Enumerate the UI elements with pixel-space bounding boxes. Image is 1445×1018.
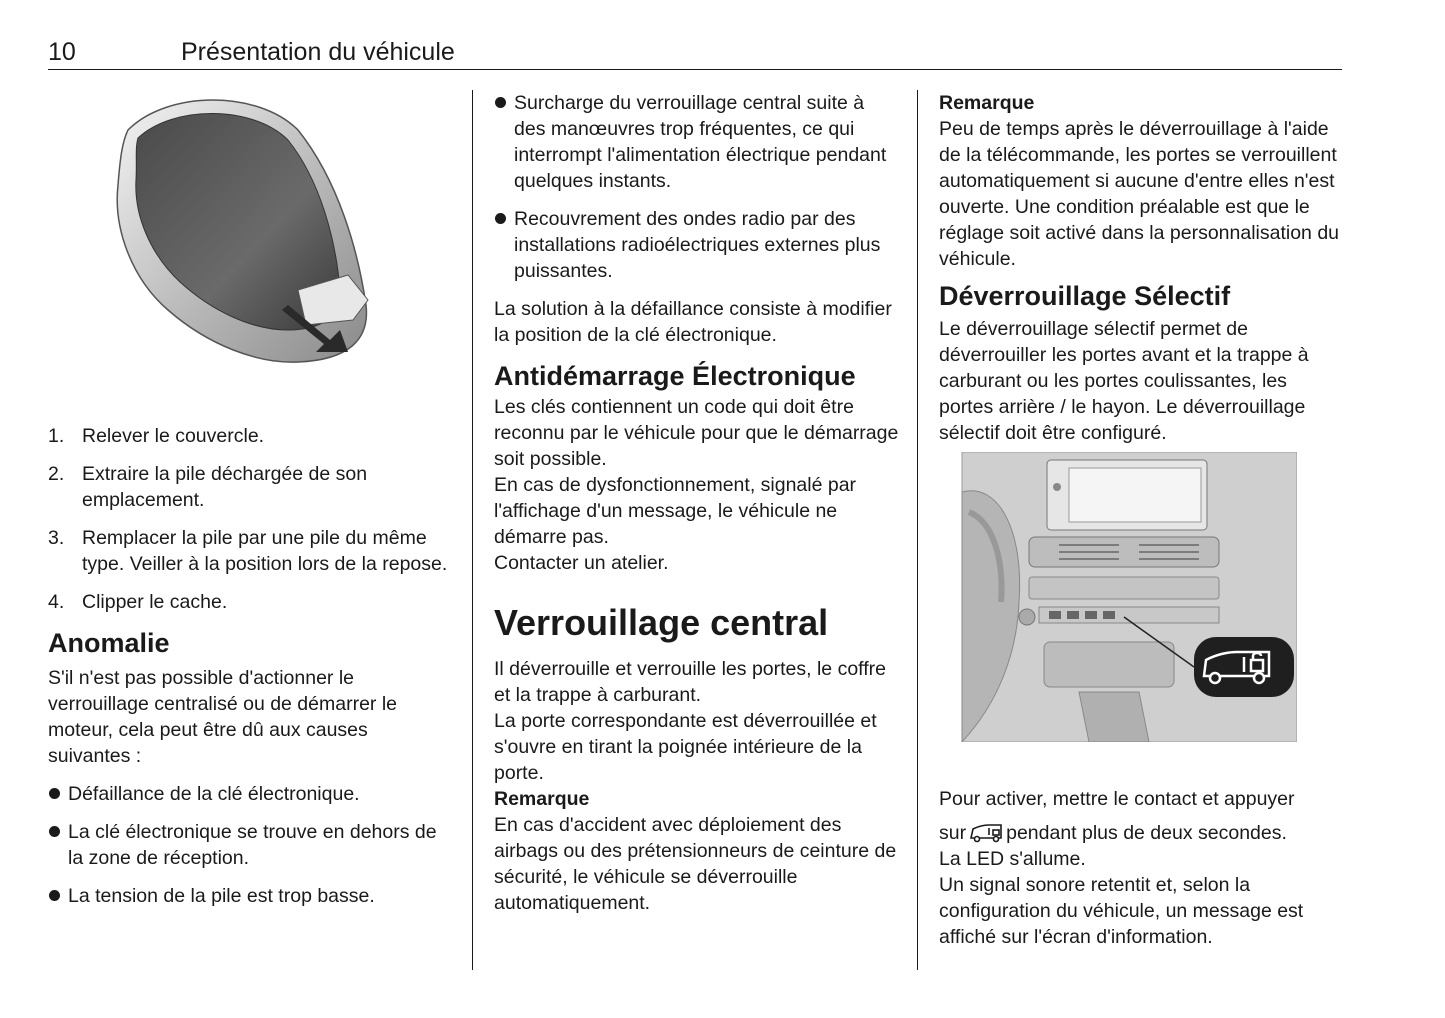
page-number: 10 [48, 38, 76, 66]
dashboard-illustration [939, 452, 1297, 742]
van-unlock-inline-icon [969, 823, 1003, 843]
activate-p3: La LED s'allume. [939, 848, 1086, 870]
list-item: Surcharge du verrouillage central suite à des manœuvres trop fréquentes, ce qui interrompt l'alimentation électrique pendant quelques instants. [494, 90, 899, 194]
antidemarrage-p1: Les clés contiennent un code qui doit être reconnu par le véhicule pour que le démarrage soit possible. [494, 396, 899, 470]
list-item: 2. Extraire la pile déchargée de son emplacement. [48, 463, 368, 511]
remarque-text: En cas d'accident avec déploiement des airbags ou des prétensionneurs de ceinture de sécurité, le véhicule se déverrouille automatiquement. [494, 814, 897, 914]
key-fob-illustration [48, 90, 448, 410]
list-item: 4. Clipper le cache. [48, 591, 228, 613]
page-header [48, 38, 1342, 70]
column-divider [917, 90, 918, 970]
causes-list [48, 781, 448, 909]
antidemarrage-heading: Antidémarrage Électronique [494, 361, 856, 391]
list-item: 1. Relever le couvercle. [48, 425, 265, 447]
list-item: La clé électronique se trouve en dehors de la zone de réception. [48, 819, 448, 871]
list-item: Recouvrement des ondes radio par des installations radioélectriques externes plus puissantes. [494, 206, 899, 284]
selectif-heading: Déverrouillage Sélectif [939, 281, 1231, 311]
dashboard-icon [939, 452, 1297, 742]
solution-text: La solution à la défaillance consiste à modifier la position de la clé électronique. [494, 298, 892, 346]
column-divider [472, 90, 473, 970]
causes-list-continued [494, 90, 899, 284]
anomalie-heading: Anomalie [48, 628, 170, 658]
activate-p4: Un signal sonore retentit et, selon la configuration du véhicule, un message est affiché sur l'écran d'information. [939, 874, 1304, 948]
key-fob-battery-icon [48, 90, 448, 410]
battery-steps-list [48, 423, 448, 615]
antidemarrage-p2: En cas de dysfonctionnement, signalé par l'affichage d'un message, le véhicule ne démarre pas. [494, 474, 857, 548]
remarque-label: Remarque [494, 788, 590, 810]
list-item: Défaillance de la clé électronique. [48, 781, 448, 807]
list-item: 3. Remplacer la pile par une pile du même type. Veiller à la position lors de la repose. [48, 527, 448, 575]
column-1 [48, 90, 448, 921]
selectif-p1: Le déverrouillage sélectif permet de déverrouiller les portes avant et la trappe à carburant ou les portes coulissantes, les portes arrière / le hayon. Le déverrouillage sélectif doit être configuré. [939, 318, 1309, 444]
column-2 [494, 90, 899, 916]
remarque-text: Peu de temps après le déverrouillage à l'aide de la télécommande, les portes se verrouillent automatiquement si aucune d'entre elles n'est ouverte. Une condition préalable est que le réglage soit activé dans la personnalisation du véhicule. [939, 118, 1340, 270]
list-item: La tension de la pile est trop basse. [48, 883, 448, 909]
activate-p1: Pour activer, mettre le contact et appuyer [939, 788, 1295, 810]
verrouillage-p2: La porte correspondante est déverrouillée et s'ouvre en tirant la poignée intérieure de la porte. [494, 710, 877, 784]
verrouillage-heading: Verrouillage central [494, 602, 829, 643]
activate-p2: sur pendant plus de deux secondes. [939, 822, 1287, 844]
verrouillage-p1: Il déverrouille et verrouille les portes, le coffre et la trappe à carburant. [494, 658, 886, 706]
anomalie-intro: S'il n'est pas possible d'actionner le verrouillage centralisé ou de démarrer le moteur, cela peut être dû aux causes suivantes : [48, 667, 398, 767]
remarque-label: Remarque [939, 92, 1035, 114]
column-3 [939, 90, 1344, 950]
section-title: Présentation du véhicule [181, 38, 455, 66]
antidemarrage-p3: Contacter un atelier. [494, 552, 669, 574]
